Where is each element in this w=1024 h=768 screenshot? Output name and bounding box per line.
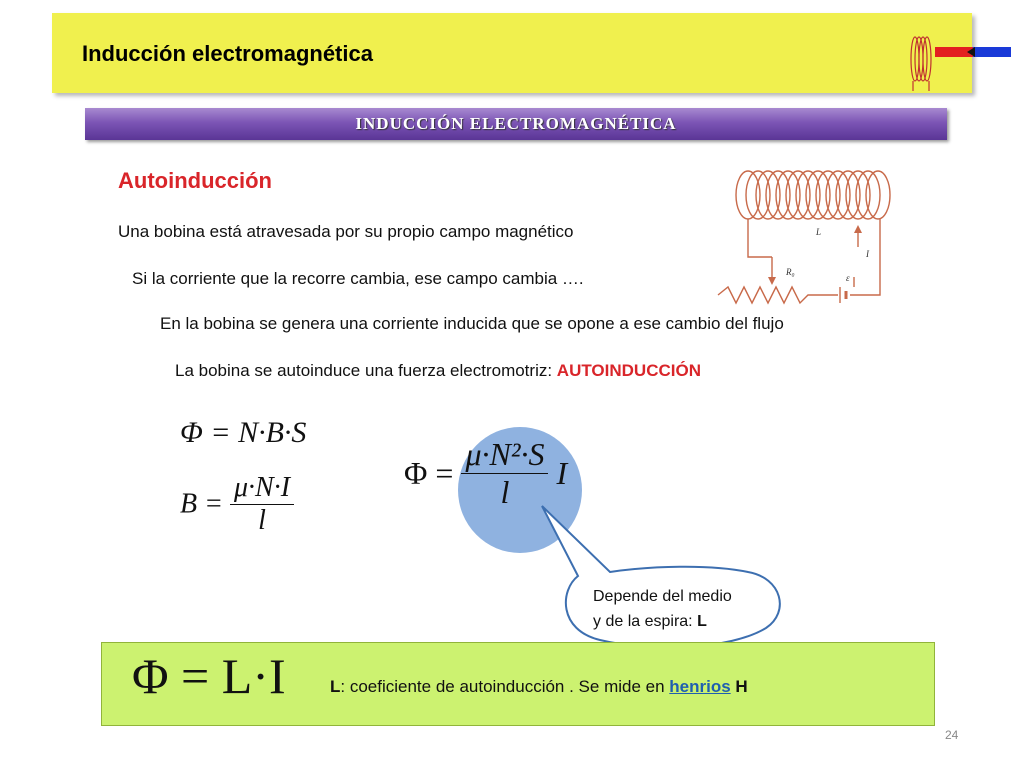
bottom-text: : coeficiente de autoinducción . Se mide en: [340, 677, 670, 696]
formula-phi-lhs: Φ =: [404, 455, 454, 491]
formula-b-denominator: l: [258, 505, 266, 536]
coil-magnet-icon: [857, 33, 1017, 91]
callout-line-2: [593, 609, 732, 634]
bottom-L: L: [330, 677, 341, 696]
text-line-4: [175, 361, 701, 381]
autoinduccion-highlight: AUTOINDUCCIÓN: [556, 361, 701, 380]
subtitle-text: INDUCCIÓN ELECTROMAGNÉTICA: [355, 114, 677, 133]
formula-b-numerator: μ·N·I: [230, 472, 294, 505]
callout-line-1: Depende del medio: [593, 588, 732, 605]
circuit-diagram: [708, 165, 908, 305]
formula-phi-li: Φ = L·I: [132, 648, 286, 704]
formula-phi-numerator: μ·N²·S: [461, 436, 548, 474]
formula-phi-nbs: Φ = N·B·S: [180, 416, 307, 449]
slide-title: Inducción electromagnética: [82, 41, 373, 66]
formula-phi-rhs: I: [556, 455, 568, 491]
bottom-description: [330, 677, 748, 697]
resistor-label: R₀: [786, 267, 795, 277]
page-number: 24: [945, 728, 959, 742]
formula-b-lhs: B =: [180, 488, 223, 520]
henrios-link[interactable]: henrios: [669, 677, 731, 696]
formula-phi-denominator: l: [500, 474, 510, 510]
text-line-2: Si la corriente que la recorre cambia, ese campo cambia ….: [132, 269, 584, 288]
text-line-4-body: La bobina se autoinduce una fuerza electromotriz:: [175, 361, 557, 380]
battery-label: ε: [846, 273, 850, 283]
coil-label: L: [816, 227, 822, 237]
subtitle-band: [85, 108, 947, 140]
formula-b: [180, 472, 294, 537]
formula-b-fraction: [230, 472, 294, 537]
callout-line-2-text: y de la espira:: [593, 613, 698, 630]
callout-line-2-bold: L: [697, 613, 707, 630]
bottom-unit: H: [730, 677, 748, 696]
text-line-3: En la bobina se genera una corriente inducida que se opone a ese cambio del flujo: [160, 314, 784, 333]
title-bar: [52, 13, 972, 93]
text-line-1: Una bobina está atravesada por su propio campo magnético: [118, 222, 574, 241]
current-label: I: [866, 249, 869, 259]
section-heading: Autoinducción: [118, 168, 272, 193]
bottom-formula-box: [101, 642, 935, 726]
callout-bubble: [530, 500, 790, 660]
callout-text: [593, 584, 732, 634]
